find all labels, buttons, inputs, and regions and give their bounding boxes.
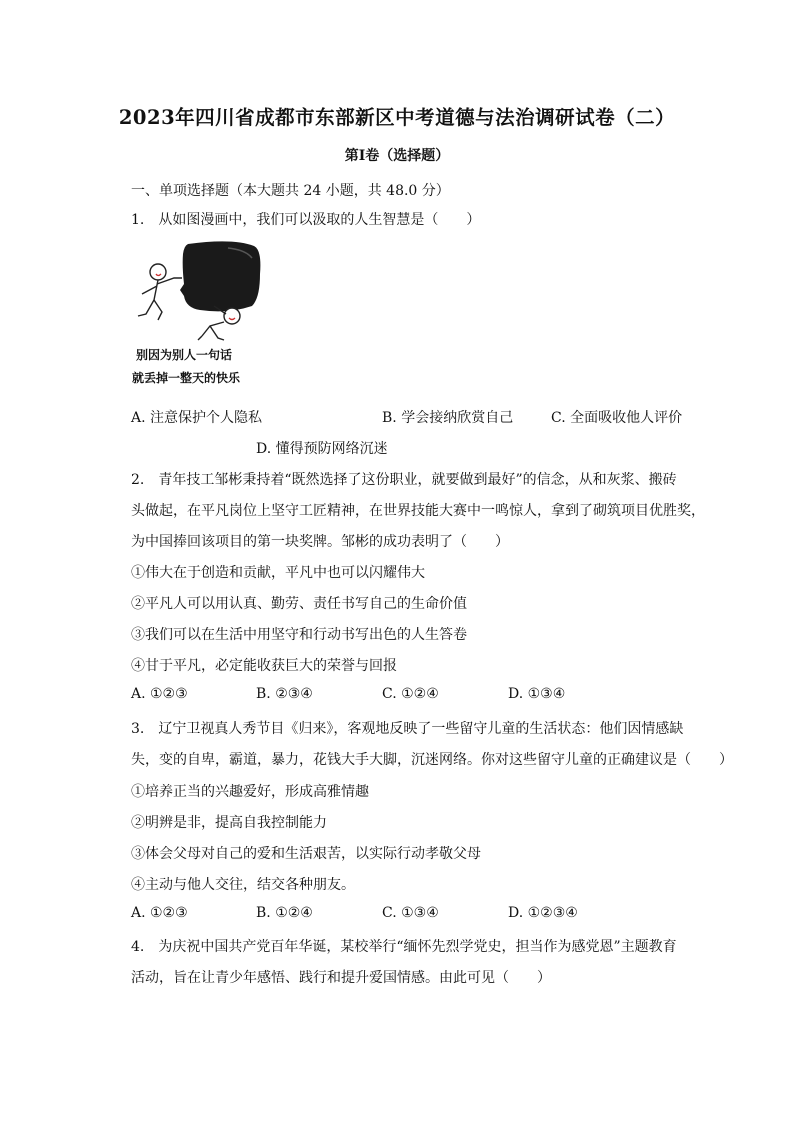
question-4-stem-line-1: 4. 为庆祝中国共产党百年华诞，某校举行“缅怀先烈学党史，担当作为感党恩”主题教育 — [131, 939, 677, 955]
cartoon-caption-line-2: 就丢掉一整天的快乐 — [132, 371, 241, 385]
q2-option-c[interactable]: C. ①②④ — [382, 686, 439, 702]
question-3-stem-line-1: 3. 辽宁卫视真人秀节目《归来》，客观地反映了一些留守儿童的生活状态：他们因情感缺 — [131, 721, 684, 737]
question-2-statement-4: ④甘于平凡，必定能收获巨大的荣誉与回报 — [131, 658, 397, 674]
question-2-statement-1: ①伟大在于创造和贡献，平凡中也可以闪耀伟大 — [131, 565, 425, 581]
part-heading: 第Ⅰ卷（选择题） — [344, 148, 450, 164]
q3-option-a[interactable]: A. ①②③ — [131, 905, 188, 921]
cartoon-illustration — [128, 236, 268, 396]
question-2-stem-line-1: 2. 青年技工邹彬秉持着“既然选择了这份职业，就要做到最好”的信念，从和灰浆、搬砖 — [131, 472, 677, 488]
q2-option-b[interactable]: B. ②③④ — [256, 686, 313, 702]
question-2-stem-line-2: 头做起，在平凡岗位上坚守工匠精神，在世界技能大赛中一鸣惊人，拿到了砌筑项目优胜奖， — [131, 503, 705, 519]
q2-option-d[interactable]: D. ①③④ — [508, 686, 566, 702]
q3-option-c[interactable]: C. ①③④ — [382, 905, 439, 921]
question-3-statement-3: ③体会父母对自己的爱和生活艰苦，以实际行动孝敬父母 — [131, 846, 481, 862]
q2-option-a[interactable]: A. ①②③ — [131, 686, 188, 702]
question-3-statement-1: ①培养正当的兴趣爱好，形成高雅情趣 — [131, 784, 369, 800]
question-4-stem-line-2: 活动，旨在让青少年感悟、践行和提升爱国情感。由此可见（ ） — [131, 970, 551, 986]
question-2-stem-line-3: 为中国捧回该项目的第一块奖牌。邹彬的成功表明了（ ） — [131, 534, 509, 550]
question-1-stem: 1. 从如图漫画中，我们可以汲取的人生智慧是（ ） — [131, 212, 481, 228]
q3-option-b[interactable]: B. ①②④ — [256, 905, 313, 921]
q1-option-c[interactable]: C. 全面吸收他人评价 — [551, 410, 683, 426]
question-2-statement-2: ②平凡人可以用认真、勤劳、责任书写自己的生命价值 — [131, 596, 467, 612]
exam-title: 2023年四川省成都市东部新区中考道德与法治调研试卷（二） — [118, 106, 676, 129]
question-3-statement-4: ④主动与他人交往，结交各种朋友。 — [131, 877, 355, 893]
question-2-statement-3: ③我们可以在生活中用坚守和行动书写出色的人生答卷 — [131, 627, 467, 643]
q1-option-d[interactable]: D. 懂得预防网络沉迷 — [256, 441, 388, 457]
section-heading: 一、单项选择题（本大题共 24 小题，共 48.0 分） — [131, 183, 450, 199]
question-3-stem-line-2: 失，变的自卑，霸道，暴力，花钱大手大脚，沉迷网络。你对这些留守儿童的正确建议是（ ） — [131, 752, 733, 768]
cartoon-caption-line-1: 别因为别人一句话 — [136, 348, 233, 362]
q1-option-b[interactable]: B. 学会接纳欣赏自己 — [382, 410, 514, 426]
q1-option-a[interactable]: A. 注意保护个人隐私 — [131, 410, 263, 426]
question-1-cartoon — [128, 236, 268, 396]
q3-option-d[interactable]: D. ①②③④ — [508, 905, 578, 921]
question-3-statement-2: ②明辨是非，提高自我控制能力 — [131, 815, 327, 831]
